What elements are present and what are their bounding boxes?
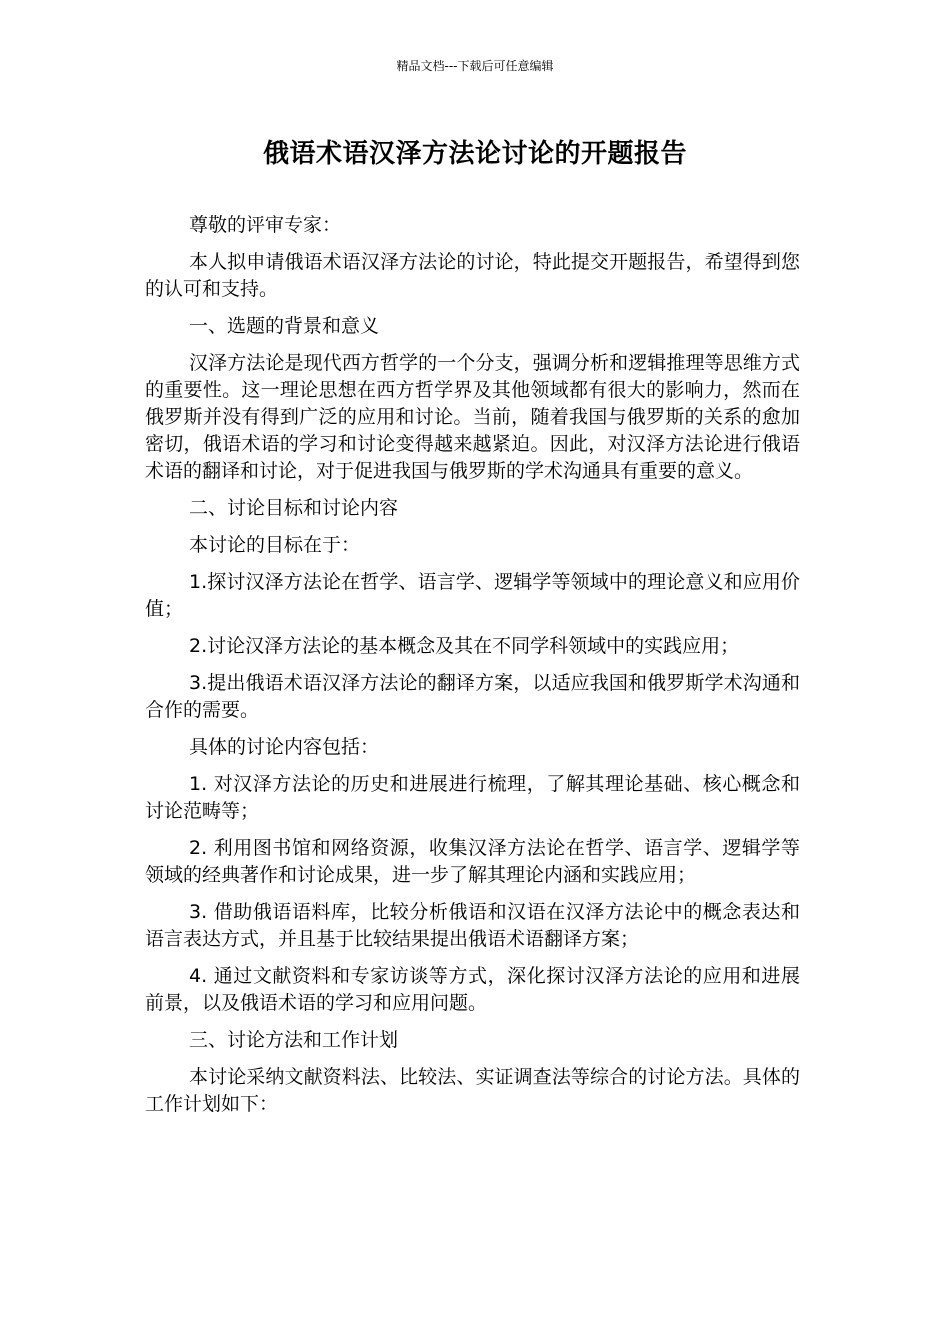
content-item-1: 1. 对汉泽方法论的历史和进展进行梳理，了解其理论基础、核心概念和讨论范畴等； <box>145 773 800 822</box>
methods-paragraph: 本讨论采纳文献资料法、比较法、实证调查法等综合的讨论方法。具体的工作计划如下： <box>145 1066 800 1115</box>
intro-paragraph: 本人拟申请俄语术语汉泽方法论的讨论，特此提交开题报告，希望得到您的认可和支持。 <box>145 251 800 300</box>
section-heading-background: 一、选题的背景和意义 <box>189 315 380 337</box>
goal-item-3: 3.提出俄语术语汉泽方法论的翻译方案，以适应我国和俄罗斯学术沟通和合作的需要。 <box>145 672 800 721</box>
background-paragraph: 汉泽方法论是现代西方哲学的一个分支，强调分析和逻辑推理等思维方式的重要性。这一理论思想在西方哲学界及其他领域都有很大的影响力，然而在俄罗斯并没有得到广泛的应用和讨论。当前，随着我国与俄罗斯的关系的愈加密切，俄语术语的学习和讨论变得越来越紧迫。因此，对汉泽方法论进行俄语术语的翻译和讨论，对于促进我国与俄罗斯的学术沟通具有重要的意义。 <box>145 352 800 482</box>
content-item-4: 4. 通过文献资料和专家访谈等方式，深化探讨汉泽方法论的应用和进展前景，以及俄语术语的学习和应用问题。 <box>145 965 800 1014</box>
goal-item-1: 1.探讨汉泽方法论在哲学、语言学、逻辑学等领域中的理论意义和应用价值； <box>145 571 800 620</box>
content-item-3: 3. 借助俄语语料库，比较分析俄语和汉语在汉泽方法论中的概念表达和语言表达方式，并且基于比较结果提出俄语术语翻译方案； <box>145 901 800 950</box>
salutation: 尊敬的评审专家： <box>189 214 342 236</box>
content-intro: 具体的讨论内容包括： <box>189 736 380 758</box>
document-title: 俄语术语汉泽方法论讨论的开题报告 <box>262 139 687 169</box>
content-item-2: 2. 利用图书馆和网络资源，收集汉泽方法论在哲学、语言学、逻辑学等领域的经典著作和讨论成果，进一步了解其理论内涵和实践应用； <box>145 837 800 886</box>
section-heading-goals: 二、讨论目标和讨论内容 <box>189 497 399 519</box>
goals-intro: 本讨论的目标在于： <box>189 534 361 556</box>
section-heading-methods: 三、讨论方法和工作计划 <box>189 1029 399 1051</box>
document-body <box>145 212 800 1128</box>
goal-item-2: 2.讨论汉泽方法论的基本概念及其在不同学科领域中的实践应用； <box>189 635 740 657</box>
header-note: 精品文档---下载后可任意编辑 <box>396 59 554 73</box>
